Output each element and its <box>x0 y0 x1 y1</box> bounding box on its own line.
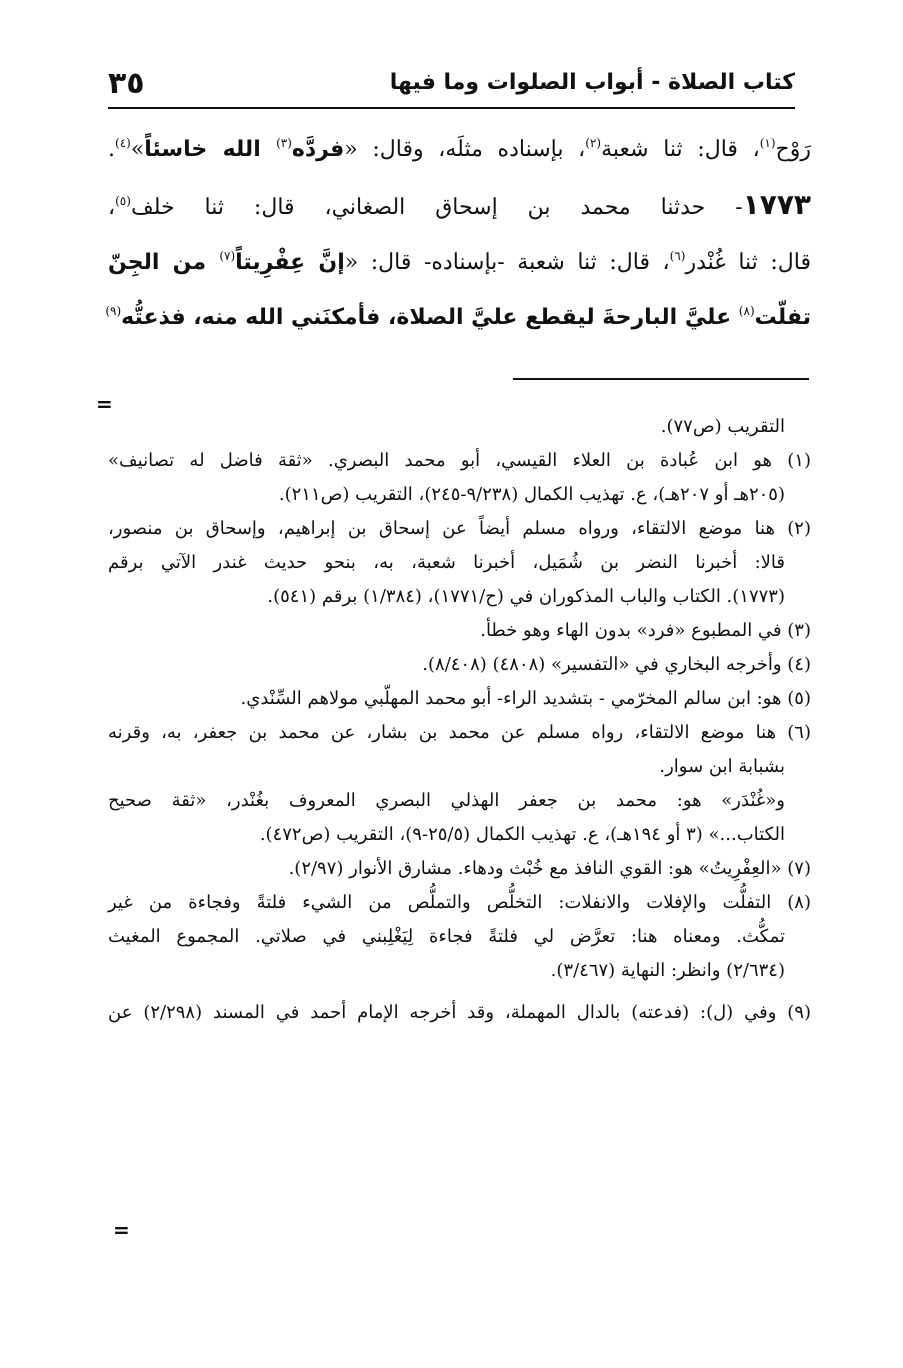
main-text <box>105 122 811 345</box>
footnote-line: (١٧٧٣). الكتاب والباب المذكوران في (ح/١٧٧١)، (١/٣٨٤) برقم (٥٤١). <box>267 586 785 607</box>
footnote-divider <box>513 378 809 380</box>
footnote-line: (٧) «العِفْرِيتُ» هو: القوي النافذ مع خُبْث ودهاء. مشارق الأنوار (٢/٩٧). <box>288 858 811 879</box>
footnote-ref-5: (٥) <box>115 194 131 208</box>
footnote-ref-3: (٣) <box>276 136 292 150</box>
footnote-line: (٤) وأخرجه البخاري في «التفسير» (٤٨٠٨) (٨/٤٠٨). <box>422 654 811 675</box>
text-run: ، <box>108 195 116 220</box>
text-run: ، قال: ثنا شعبة <box>601 137 760 162</box>
footnote-ref-6: (٦) <box>669 249 686 263</box>
hadith-text: تفلّت <box>754 305 811 330</box>
footnote-line: (٣) في المطبوع «فرد» بدون الهاء وهو خطأ. <box>480 620 811 641</box>
footnote-line: تمكُّث. ومعناه هنا: تعرَّض لي فلتةً فجاءة لِيَغْلِبني في صلاتي. المجموع المغيث <box>108 926 785 947</box>
hadith-text: عليَّ البارحةَ ليقطع عليَّ الصلاة، فأمكنَني الله منه، فذعتُّه <box>121 305 739 330</box>
footnote-line: (١) هو ابن عُبادة بن العلاء القيسي، أبو محمد البصري. «ثقة فاضل له تصانيف» <box>108 450 811 471</box>
footnote-ref-1: (١) <box>759 136 776 150</box>
text-run: ، قال: ثنا شعبة -بإسناده- قال: « <box>344 250 670 275</box>
footnotes <box>108 410 811 1030</box>
hadith-text: إنَّ عِفْرِيتاً <box>235 250 345 275</box>
main-line-2 <box>108 177 811 235</box>
continuation-mark: = <box>113 1218 130 1242</box>
footnote-line: (٩) وفي (ل): (فدعته) بالدال المهملة، وقد أخرجه الإمام أحمد في المسند (٢/٢٩٨) عن <box>108 1002 812 1023</box>
hadith-number: ١٧٧٣ <box>742 188 811 221</box>
running-header <box>108 68 795 106</box>
footnote-ref-2: (٢) <box>585 136 602 150</box>
footnote-line: الكتاب...» (٣ أو ١٩٤هـ)، ع. تهذيب الكمال (٢٥/٥-٩)، التقريب (ص٤٧٢). <box>259 824 785 845</box>
main-line-3 <box>108 235 811 290</box>
footnote-line: (٢٠٥هـ أو ٢٠٧هـ)، ع. تهذيب الكمال (٩/٢٣٨-٢٤٥)، التقريب (ص٢١١). <box>278 484 785 505</box>
footnote-ref-8: (٨) <box>738 304 755 318</box>
footnote-line: التقريب (ص٧٧). <box>660 416 785 437</box>
text-run: ، بإسناده مثلَه، وقال: « <box>344 137 586 162</box>
text-run: . <box>108 137 115 162</box>
text-run: - حدثنا محمد بن إسحاق الصغاني، قال: ثنا خلف <box>130 195 743 220</box>
footnote-ref-4: (٤) <box>115 136 131 150</box>
footnote-line: (٥) هو: ابن سالم المخرّمي - بتشديد الراء- أبو محمد المهلّبي مولاهم السِّنْدي. <box>240 688 811 709</box>
footnote-line: (٨) التفلُّت والإفلات والانفلات: التخلُّص والتملُّص من الشيء فلتةً وفجاءة من غير <box>108 892 811 913</box>
main-line-1 <box>108 122 811 177</box>
hadith-text: الله خاسئاً <box>144 137 277 162</box>
text-run: » <box>130 137 145 162</box>
text-run: رَوْح <box>775 137 811 162</box>
footnote-line: و«غُنْدَر» هو: محمد بن جعفر الهذلي البصري المعروف بغُنْدر، «ثقة صحيح <box>108 790 785 811</box>
footnote-ref-9: (٩) <box>105 304 122 318</box>
continuation-mark: = <box>96 392 113 416</box>
footnote-ref-7: (٧) <box>219 249 236 263</box>
page-number: ٣٥ <box>108 66 145 101</box>
footnote-line: (٢/٦٣٤) وانظر: النهاية (٣/٤٦٧). <box>550 960 785 981</box>
footnote-line: بشبابة ابن سوار. <box>659 756 785 777</box>
footnote-line: قالا: أخبرنا النضر بن شُمَيل، أخبرنا شعبة، به، بنحو حديث غندر الآتي برقم <box>108 552 785 573</box>
chapter-title: كتاب الصلاة - أبواب الصلوات وما فيها <box>389 70 795 95</box>
footnote-line: (٢) هنا موضع الالتقاء، ورواه مسلم أيضاً عن إسحاق بن إبراهيم، وإسحاق بن منصور، <box>108 518 811 539</box>
hadith-text: فردَّه <box>291 137 345 162</box>
hadith-text: من الجِنّ <box>108 250 220 275</box>
text-run: قال: ثنا غُنْدر <box>685 250 811 275</box>
footnote-line: (٦) هنا موضع الالتقاء، رواه مسلم عن محمد بن بشار، عن محمد بن جعفر، به، وقرنه <box>108 722 811 743</box>
main-line-4 <box>105 290 811 345</box>
header-rule <box>108 107 795 109</box>
